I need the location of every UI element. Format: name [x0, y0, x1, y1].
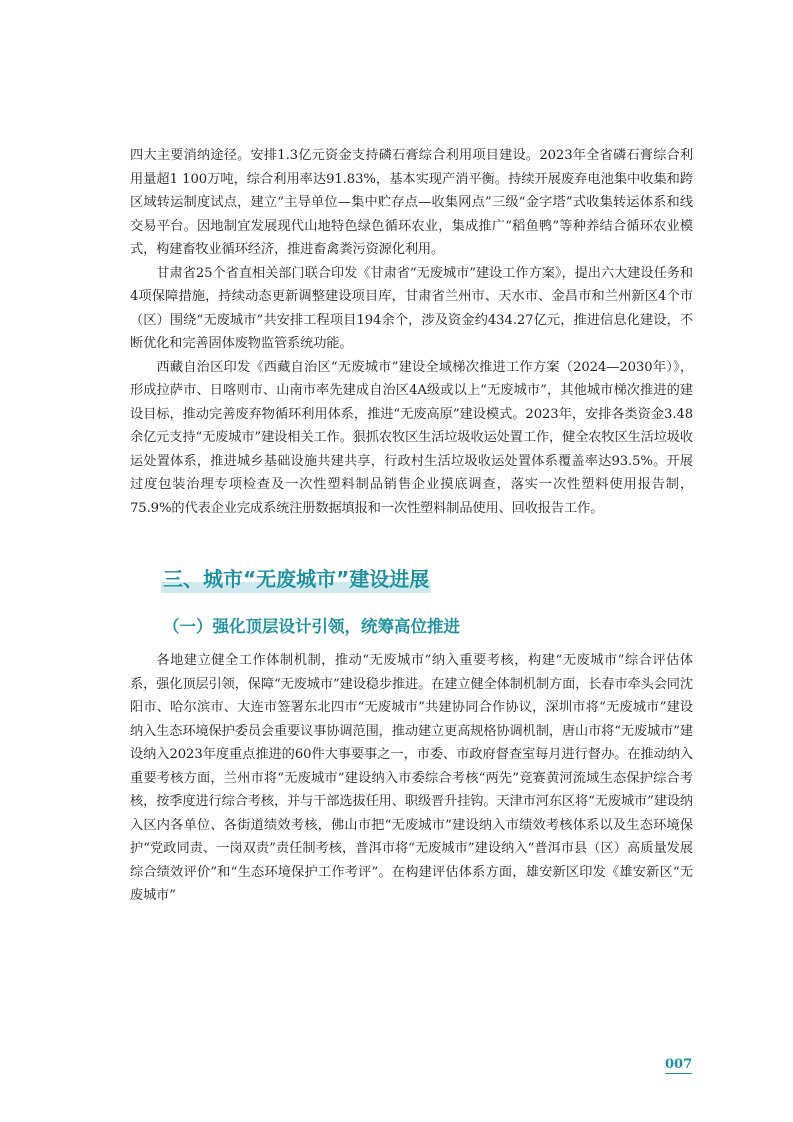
body-paragraph: 甘肃省25个省直相关部门联合印发《甘肃省“无废城市”建设工作方案》，提出六大建设任务和4项保障措施，持续动态更新调整建设项目库，甘肃省兰州市、天水市、金昌市和兰州新区4个市（区）围绕“无废城市”共安排工程项目194余个，涉及资金约434.27亿元，推进信息化建设，不断优化和完善固体废物监管系统功能。: [130, 265, 693, 351]
section-heading: 三、城市“无废城市”建设进展: [163, 567, 430, 591]
page-content: [130, 144, 693, 908]
body-paragraph: 西藏自治区印发《西藏自治区“无废城市”建设全域梯次推进工作方案（2024—2030年）》，形成拉萨市、日喀则市、山南市率先建成自治区4A级或以上“无废城市”，其他城市梯次推进的建设目标，推动完善废弃物循环利用体系，推进“无废高原”建设模式。2023年，安排各类资金3.48余亿元支持“无废城市”建设相关工作。狠抓农牧区生活垃圾收运处置工作，健全农牧区生活垃圾收运处置体系，推进城乡基础设施共建共享，行政村生活垃圾收运处置体系覆盖率达93.5%。开展过度包装治理专项检查及一次性塑料制品销售企业摸底调查，落实一次性塑料使用报告制，75.9%的代表企业完成系统注册数据填报和一次性塑料制品使用、回收报告工作。: [130, 359, 693, 516]
page-number: 007: [665, 1057, 693, 1072]
subsection-heading: （一）强化顶层设计引领，统筹高位推进: [163, 617, 460, 636]
body-paragraph: 各地建立健全工作体制机制，推动“无废城市”纳入重要考核，构建“无废城市”综合评估体系，强化顶层引领，保障“无废城市”建设稳步推进。在建立健全体制机制方面，长春市牵头会同沈阳市、哈尔滨市、大连市签署东北四市“无废城市”共建协同合作协议，深圳市将“无废城市”建设纳入生态环境保护委员会重要议事协调范围，推动建立更高规格协调机制，唐山市将“无废城市”建设纳入2023年度重点推进的60件大事要事之一，市委、市政府督查室每月进行督办。在推动纳入重要考核方面，兰州市将“无废城市”建设纳入市委综合考核“两先”竞赛黄河流域生态保护综合考核，按季度进行综合考核，并与干部选拔任用、职级晋升挂钩。天津市河东区将“无废城市”建设纳入区内各单位、各街道绩效考核，佛山市把“无废城市”建设纳入市绩效考核体系以及生态环境保护“党政同责、一岗双责”责任制考核，普洱市将“无废城市”建设纳入“普洱市县（区）高质量发展综合绩效评价”和“生态环境保护工作考评”。在构建评估体系方面，雄安新区印发《雄安新区“无废城市”: [130, 653, 693, 903]
body-paragraph: 四大主要消纳途径。安排1.3亿元资金支持磷石膏综合利用项目建设。2023年全省磷石膏综合利用量超1 100万吨，综合利用率达91.83%，基本实现产消平衡。持续开展废弃电池集中收集和跨区域转运制度试点，建立“主导单位—集中贮存点—收集网点”三级“金字塔”式收集转运体系和线交易平台。因地制宜发展现代山地特色绿色循环农业，集成推广“稻鱼鸭”等种养结合循环农业模式，构建畜牧业循环经济，推进畜禽粪污资源化利用。: [130, 148, 693, 257]
